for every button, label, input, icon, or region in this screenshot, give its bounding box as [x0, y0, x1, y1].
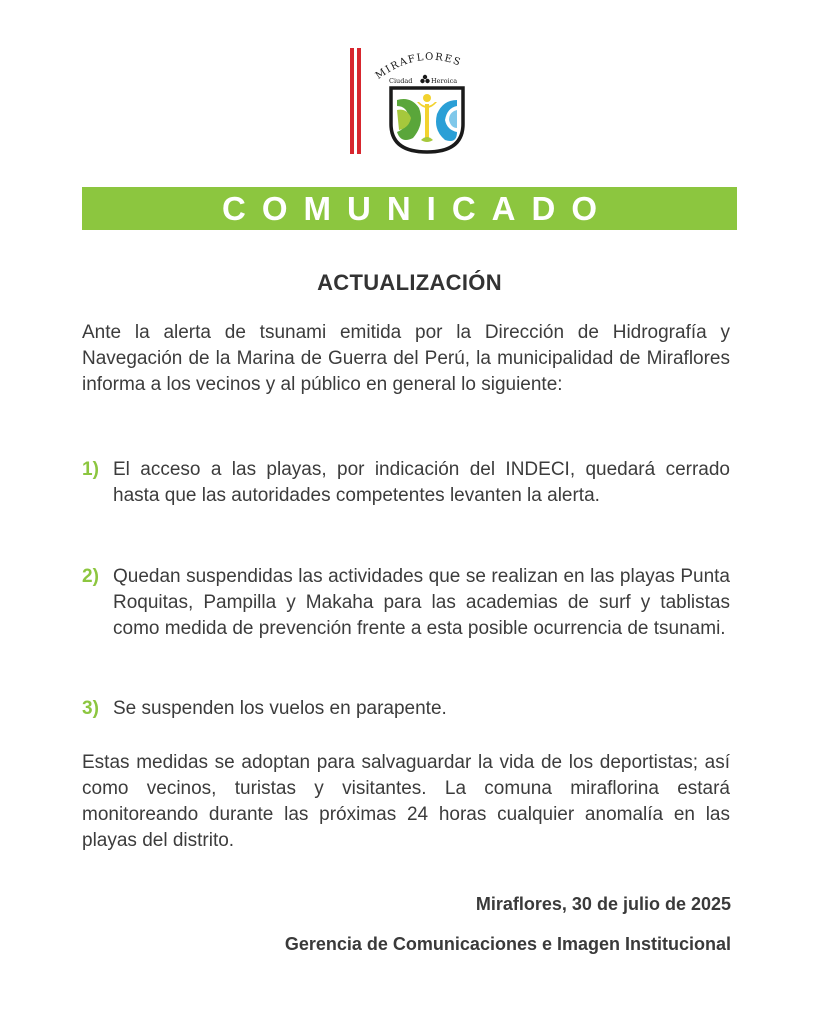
list-item-text: Quedan suspendidas las actividades que se realizan en las playas Punta Roquitas, Pampilla y Makaha para las academias de surf y tablistas como medida de prevención frente a esta posible ocurrencia de tsunami.	[113, 566, 730, 639]
intro-paragraph: Ante la alerta de tsunami emitida por la Dirección de Hidrografía y Navegación de la Marina de Guerra del Perú, la municipalidad de Miraflores informa a los vecinos y al público en general lo siguiente:	[82, 322, 730, 395]
list-item-text: El acceso a las playas, por indicación del INDECI, quedará cerrado hasta que las autoridades competentes levanten la alerta.	[113, 459, 730, 506]
closing-paragraph: Estas medidas se adoptan para salvaguardar la vida de los deportistas; así como vecinos, turistas y visitantes. La comuna miraflorina estará monitoreando durante las próximas 24 horas cualquier anomalía en las playas del distrito.	[82, 752, 730, 851]
list-item-text: Se suspenden los vuelos en parapente.	[113, 698, 447, 719]
list-item	[82, 564, 730, 642]
logo-balls-icon	[420, 75, 429, 83]
banner-title: COMUNICADO	[222, 189, 613, 227]
logo-shield-icon	[391, 88, 463, 152]
signature-date: Miraflores, 30 de julio de 2025	[475, 894, 731, 914]
signature-department: Gerencia de Comunicaciones e Imagen Institucional	[284, 934, 731, 954]
list-item-number: 2)	[82, 566, 99, 587]
page-subtitle: ACTUALIZACIÓN	[317, 270, 502, 295]
list-item	[82, 696, 730, 722]
list-item-number: 1)	[82, 459, 99, 480]
logo-red-bar-left	[350, 48, 354, 154]
list-item	[82, 457, 730, 509]
logo-red-bar-right	[357, 48, 361, 154]
list-item-number: 3)	[82, 698, 99, 719]
logo-subtext-left: Ciudad	[389, 77, 413, 85]
logo-arc-text: MIRAFLORES	[373, 51, 463, 82]
logo-subtext-right: Heroica	[431, 77, 458, 85]
miraflores-logo	[345, 44, 485, 159]
miraflores-emblem-icon	[345, 44, 485, 159]
communique-banner	[82, 187, 737, 230]
